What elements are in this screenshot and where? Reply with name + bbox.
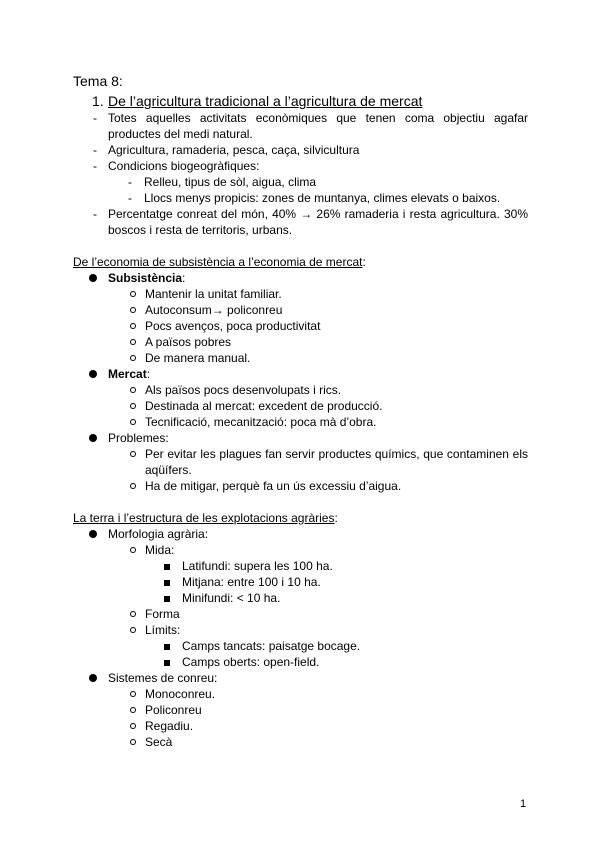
list-item: Destinada al mercat: excedent de producció. (145, 399, 383, 413)
list-item: Mantenir la unitat familiar. (145, 287, 282, 301)
circle-bullet (130, 483, 136, 489)
intro-item: Agricultura, ramaderia, pesca, caça, silvicultura (108, 143, 360, 157)
circle-bullet (130, 723, 136, 729)
circle-bullet (130, 611, 136, 617)
circle-bullet (130, 627, 136, 633)
problemes-label: Problemes: (108, 431, 169, 445)
intro-item: Percentatge conreat del món, 40% → 26% ramaderia i resta agricultura. 30% boscos i resta de territoris, urbans. (108, 207, 528, 237)
morfologia-label: Morfologia agrària: (108, 527, 209, 541)
mida-label: Mida: (145, 543, 175, 557)
circle-bullet (130, 307, 136, 313)
sistemes-label: Sistemes de conreu: (108, 671, 218, 685)
section1-title: De l’economia de subsistència a l’economia de mercat (73, 255, 363, 269)
list-item: Secà (145, 735, 173, 749)
topic-title: Tema 8: (73, 73, 123, 89)
square-bullet (164, 564, 170, 570)
dash-bullet: - (93, 143, 97, 157)
section1-heading: De l’economia de subsistència a l’economia de mercat: (73, 255, 366, 269)
page-number: 1 (520, 798, 527, 810)
circle-bullet (130, 339, 136, 345)
square-bullet (164, 660, 170, 666)
forma-label: Forma (145, 607, 180, 621)
list-item: De manera manual. (145, 351, 251, 365)
disc-bullet (89, 530, 97, 538)
section2-heading: La terra i l’estructura de les explotacions agràries: (73, 511, 338, 525)
dash-bullet: - (93, 159, 97, 173)
list-item: Per evitar les plagues fan servir productes químics, que contaminen els aqüífers. (145, 447, 528, 477)
circle-bullet (130, 419, 136, 425)
dash-bullet: - (93, 207, 97, 221)
square-bullet (164, 580, 170, 586)
circle-bullet (130, 707, 136, 713)
circle-bullet (130, 323, 136, 329)
disc-bullet (89, 434, 97, 442)
heading-title: De l’agricultura tradicional a l’agricultura de mercat (108, 93, 423, 109)
list-item: Autoconsum→ policonreu (145, 303, 283, 317)
circle-bullet (130, 547, 136, 553)
heading-number: 1. (92, 93, 104, 109)
list-item: Camps oberts: open-field. (182, 655, 320, 669)
subsistencia-heading: Subsistència: (108, 271, 186, 285)
list-item: Regadiu. (145, 719, 194, 733)
list-item: Pocs avenços, poca productivitat (145, 319, 321, 333)
disc-bullet (89, 674, 97, 682)
dash-bullet: - (128, 191, 132, 205)
intro-subitem: Llocs menys propicis: zones de muntanya, climes elevats o baixos. (144, 191, 501, 205)
list-item: Ha de mitigar, perquè fa un ús excessiu d’aigua. (145, 479, 402, 493)
mercat-heading: Mercat: (108, 367, 151, 381)
list-item: Minifundi: < 10 ha. (182, 591, 281, 605)
square-bullet (164, 596, 170, 602)
circle-bullet (130, 355, 136, 361)
list-item: Monoconreu. (145, 687, 216, 701)
list-item: Camps tancats: paisatge bocage. (182, 639, 361, 653)
dash-bullet: - (128, 175, 132, 189)
circle-bullet (130, 403, 136, 409)
list-item: Mitjana: entre 100 i 10 ha. (182, 575, 321, 589)
list-item: Als països pocs desenvolupats i rics. (145, 383, 342, 397)
subsistencia-label: Subsistència (108, 271, 183, 285)
disc-bullet (89, 274, 97, 282)
intro-subitem: Relleu, tipus de sòl, aigua, clima (144, 175, 317, 189)
disc-bullet (89, 370, 97, 378)
intro-item: Totes aquelles activitats econòmiques que tenen coma objectiu agafar productes del medi natural. (108, 111, 528, 141)
section2-title: La terra i l’estructura de les explotacions agràries (73, 511, 335, 525)
list-item: Latifundi: supera les 100 ha. (182, 559, 333, 573)
circle-bullet (130, 691, 136, 697)
dash-bullet: - (93, 111, 97, 125)
limits-label: Límits: (145, 623, 181, 637)
circle-bullet (130, 739, 136, 745)
circle-bullet (130, 291, 136, 297)
intro-item: Condicions biogeogràfiques: (108, 159, 260, 173)
circle-bullet (130, 451, 136, 457)
list-item: Policonreu (145, 703, 202, 717)
list-item: Tecnificació, mecanització: poca mà d’obra. (145, 415, 377, 429)
list-item: A països pobres (145, 335, 232, 349)
square-bullet (164, 644, 170, 650)
mercat-label: Mercat (108, 367, 147, 381)
circle-bullet (130, 387, 136, 393)
